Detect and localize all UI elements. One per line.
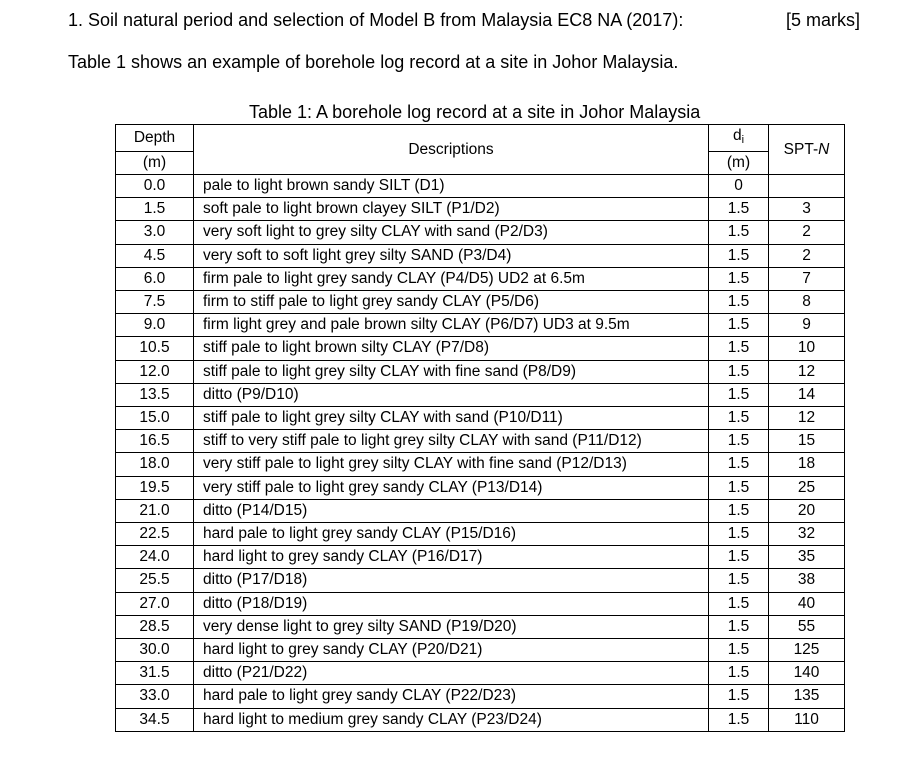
description-cell: very stiff pale to light grey silty CLAY with fine sand (P12/D13): [194, 453, 709, 476]
spt-cell: 3: [769, 198, 845, 221]
spt-cell: 40: [769, 592, 845, 615]
di-cell: 0: [709, 175, 769, 198]
depth-cell: 12.0: [116, 360, 194, 383]
table-row: [116, 453, 845, 476]
header-spt-n: [769, 125, 845, 175]
header-spt-prefix: SPT-: [783, 140, 819, 158]
description-cell: hard pale to light grey sandy CLAY (P22/D23): [194, 685, 709, 708]
depth-cell: 0.0: [116, 175, 194, 198]
table-row: [116, 569, 845, 592]
table-row: [116, 244, 845, 267]
description-cell: pale to light brown sandy SILT (D1): [194, 175, 709, 198]
description-cell: soft pale to light brown clayey SILT (P1/D2): [194, 198, 709, 221]
depth-cell: 24.0: [116, 546, 194, 569]
spt-cell: 8: [769, 291, 845, 314]
depth-cell: 9.0: [116, 314, 194, 337]
di-cell: 1.5: [709, 198, 769, 221]
table-row: [116, 476, 845, 499]
depth-cell: 28.5: [116, 615, 194, 638]
description-cell: ditto (P21/D22): [194, 662, 709, 685]
question-line: [68, 8, 868, 32]
header-depth: Depth: [116, 125, 194, 152]
description-cell: ditto (P17/D18): [194, 569, 709, 592]
spt-cell: 110: [769, 708, 845, 731]
header-di-unit: (m): [709, 152, 769, 175]
borehole-log-table: [115, 124, 845, 732]
depth-cell: 31.5: [116, 662, 194, 685]
spt-cell: 35: [769, 546, 845, 569]
di-cell: 1.5: [709, 337, 769, 360]
di-cell: 1.5: [709, 499, 769, 522]
di-cell: 1.5: [709, 546, 769, 569]
di-cell: 1.5: [709, 569, 769, 592]
di-cell: 1.5: [709, 708, 769, 731]
description-cell: very soft light to grey silty CLAY with sand (P2/D3): [194, 221, 709, 244]
spt-cell: 2: [769, 221, 845, 244]
question-marks: [5 marks]: [785, 10, 860, 30]
description-cell: ditto (P18/D19): [194, 592, 709, 615]
di-cell: 1.5: [709, 407, 769, 430]
di-cell: 1.5: [709, 453, 769, 476]
table-row: [116, 221, 845, 244]
table-row: [116, 337, 845, 360]
spt-cell: 9: [769, 314, 845, 337]
di-cell: 1.5: [709, 267, 769, 290]
depth-cell: 19.5: [116, 476, 194, 499]
description-cell: ditto (P9/D10): [194, 383, 709, 406]
table-row: [116, 546, 845, 569]
header-di-main: d: [732, 127, 742, 144]
table-row: [116, 267, 845, 290]
spt-cell: 55: [769, 615, 845, 638]
table-header-row: [116, 125, 845, 152]
di-cell: 1.5: [709, 523, 769, 546]
table-row: [116, 523, 845, 546]
description-cell: stiff pale to light brown silty CLAY (P7/D8): [194, 337, 709, 360]
table-row: [116, 662, 845, 685]
spt-cell: 14: [769, 383, 845, 406]
di-cell: 1.5: [709, 430, 769, 453]
depth-cell: 30.0: [116, 639, 194, 662]
description-cell: firm pale to light grey sandy CLAY (P4/D5) UD2 at 6.5m: [194, 267, 709, 290]
description-cell: hard light to grey sandy CLAY (P20/D21): [194, 639, 709, 662]
description-cell: stiff to very stiff pale to light grey silty CLAY with sand (P11/D12): [194, 430, 709, 453]
spt-cell: 18: [769, 453, 845, 476]
header-descriptions: Descriptions: [194, 125, 709, 175]
depth-cell: 13.5: [116, 383, 194, 406]
depth-cell: 1.5: [116, 198, 194, 221]
spt-cell: 25: [769, 476, 845, 499]
header-spt-n-italic: N: [818, 140, 830, 158]
depth-cell: 18.0: [116, 453, 194, 476]
spt-cell: 125: [769, 639, 845, 662]
table-row: [116, 198, 845, 221]
di-cell: 1.5: [709, 685, 769, 708]
di-cell: 1.5: [709, 639, 769, 662]
depth-cell: 3.0: [116, 221, 194, 244]
di-cell: 1.5: [709, 291, 769, 314]
di-cell: 1.5: [709, 615, 769, 638]
intro-text: Table 1 shows an example of borehole log record at a site in Johor Malaysia.: [68, 52, 679, 72]
depth-cell: 10.5: [116, 337, 194, 360]
description-cell: very stiff pale to light grey sandy CLAY (P13/D14): [194, 476, 709, 499]
table-row: [116, 314, 845, 337]
description-cell: hard pale to light grey sandy CLAY (P15/D16): [194, 523, 709, 546]
description-cell: firm to stiff pale to light grey sandy CLAY (P5/D6): [194, 291, 709, 314]
description-cell: firm light grey and pale brown silty CLAY (P6/D7) UD3 at 9.5m: [194, 314, 709, 337]
di-cell: 1.5: [709, 383, 769, 406]
depth-cell: 22.5: [116, 523, 194, 546]
table-row: [116, 592, 845, 615]
spt-cell: [769, 175, 845, 198]
description-cell: hard light to medium grey sandy CLAY (P23/D24): [194, 708, 709, 731]
description-cell: stiff pale to light grey silty CLAY with fine sand (P8/D9): [194, 360, 709, 383]
table-row: [116, 708, 845, 731]
depth-cell: 4.5: [116, 244, 194, 267]
di-cell: 1.5: [709, 662, 769, 685]
spt-cell: 7: [769, 267, 845, 290]
table-row: [116, 639, 845, 662]
table-row: [116, 407, 845, 430]
description-cell: hard light to grey sandy CLAY (P16/D17): [194, 546, 709, 569]
spt-cell: 10: [769, 337, 845, 360]
spt-cell: 2: [769, 244, 845, 267]
description-cell: very soft to soft light grey silty SAND (P3/D4): [194, 244, 709, 267]
depth-cell: 27.0: [116, 592, 194, 615]
depth-cell: 6.0: [116, 267, 194, 290]
description-cell: stiff pale to light grey silty CLAY with sand (P10/D11): [194, 407, 709, 430]
depth-cell: 33.0: [116, 685, 194, 708]
di-cell: 1.5: [709, 314, 769, 337]
table-row: [116, 685, 845, 708]
spt-cell: 12: [769, 360, 845, 383]
di-cell: 1.5: [709, 360, 769, 383]
table-row: [116, 430, 845, 453]
spt-cell: 140: [769, 662, 845, 685]
header-depth-unit: (m): [116, 152, 194, 175]
spt-cell: 20: [769, 499, 845, 522]
di-cell: 1.5: [709, 221, 769, 244]
table-caption: Table 1: A borehole log record at a site in Johor Malaysia: [249, 102, 701, 122]
table-row: [116, 499, 845, 522]
spt-cell: 15: [769, 430, 845, 453]
depth-cell: 21.0: [116, 499, 194, 522]
depth-cell: 7.5: [116, 291, 194, 314]
di-cell: 1.5: [709, 592, 769, 615]
header-di: [709, 125, 769, 152]
table-row: [116, 383, 845, 406]
table-row: [116, 291, 845, 314]
spt-cell: 38: [769, 569, 845, 592]
di-cell: 1.5: [709, 476, 769, 499]
depth-cell: 25.5: [116, 569, 194, 592]
spt-cell: 32: [769, 523, 845, 546]
table-row: [116, 360, 845, 383]
table-row: [116, 175, 845, 198]
description-cell: ditto (P14/D15): [194, 499, 709, 522]
depth-cell: 15.0: [116, 407, 194, 430]
di-cell: 1.5: [709, 244, 769, 267]
question-title: 1. Soil natural period and selection of Model B from Malaysia EC8 NA (2017):: [68, 10, 684, 30]
spt-cell: 135: [769, 685, 845, 708]
spt-cell: 12: [769, 407, 845, 430]
depth-cell: 34.5: [116, 708, 194, 731]
description-cell: very dense light to grey silty SAND (P19/D20): [194, 615, 709, 638]
depth-cell: 16.5: [116, 430, 194, 453]
header-di-sub: i: [741, 134, 745, 146]
table-row: [116, 615, 845, 638]
